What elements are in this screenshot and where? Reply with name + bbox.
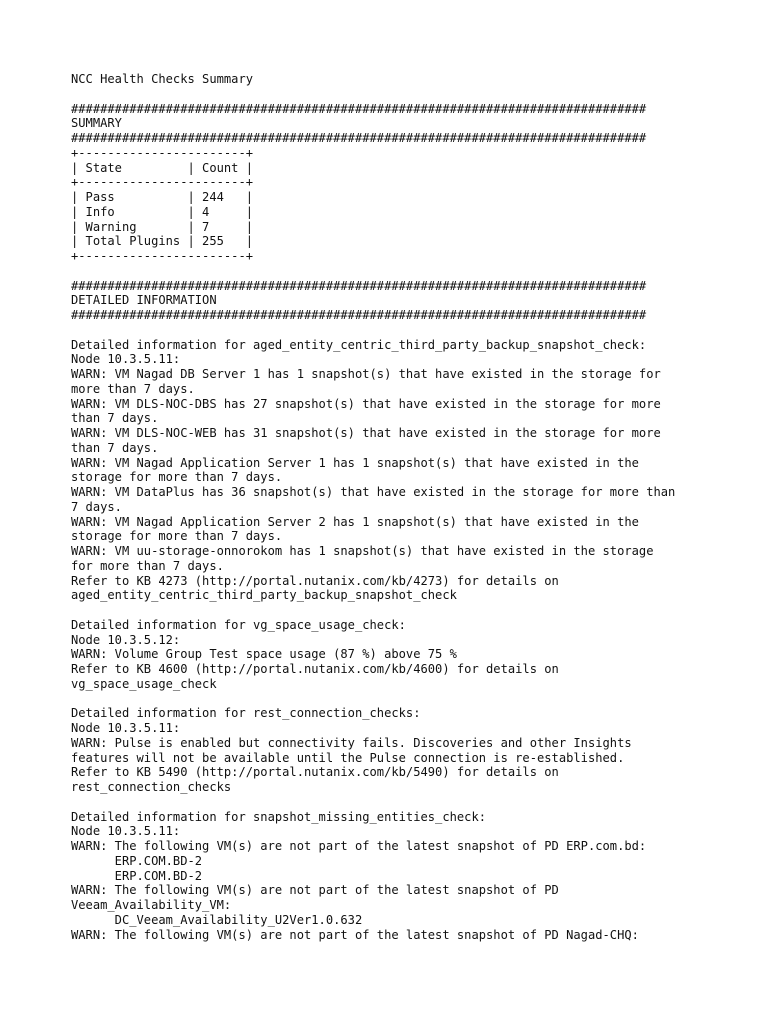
text-line: rest_connection_checks (71, 780, 232, 794)
text-line (71, 264, 761, 279)
text-line: Node 10.3.5.11: (71, 352, 181, 367)
text-line: features will not be available until the Pulse connection is re-established. (71, 750, 625, 765)
text-line: NCC Health Checks Summary (71, 72, 254, 86)
text-line: than 7 days. (71, 411, 159, 426)
text-line: WARN: VM DLS-NOC-DBS has 27 snapshot(s) that have existed in the storage for more (71, 396, 661, 411)
text-line: than 7 days. (71, 440, 159, 455)
text-line: ERP.COM.BD-2 (71, 868, 203, 883)
document-page (71, 72, 761, 942)
text-line: +-----------------------+ (71, 175, 254, 190)
text-line: WARN: Pulse is enabled but connectivity fails. Discoveries and other Insights (71, 735, 632, 750)
text-line: storage for more than 7 days. (71, 529, 283, 544)
text-line: ############################################################################### (71, 308, 647, 322)
text-line (71, 323, 761, 338)
text-line: DETAILED INFORMATION (71, 293, 217, 308)
text-line: | Total Plugins | 255 | (71, 234, 254, 249)
text-line: WARN: The following VM(s) are not part of the latest snapshot of PD Nagad-CHQ: (71, 927, 639, 942)
text-line: Refer to KB 4273 (http://portal.nutanix.com/kb/4273) for details on (71, 573, 559, 588)
text-line (71, 795, 761, 810)
text-line: Node 10.3.5.11: (71, 824, 181, 839)
text-line: SUMMARY (71, 116, 122, 131)
text-line (71, 603, 761, 618)
text-line: Veeam_Availability_VM: (71, 898, 232, 912)
text-line: vg_space_usage_check (71, 676, 217, 691)
text-line (71, 87, 761, 102)
text-line: Node 10.3.5.11: (71, 721, 181, 735)
text-line: WARN: VM DLS-NOC-WEB has 31 snapshot(s) that have existed in the storage for more (71, 426, 661, 440)
text-line: WARN: The following VM(s) are not part of the latest snapshot of PD (71, 883, 559, 898)
text-line: | Info | 4 | (71, 204, 254, 219)
text-line: WARN: VM Nagad Application Server 2 has 1 snapshot(s) that have existed in the (71, 514, 639, 529)
text-line: aged_entity_centric_third_party_backup_snapshot_check (71, 588, 457, 603)
text-line: Detailed information for vg_space_usage_check: (71, 617, 406, 632)
text-line: WARN: VM DataPlus has 36 snapshot(s) that have existed in the storage for more than (71, 485, 676, 499)
text-line: WARN: VM Nagad DB Server 1 has 1 snapshot(s) that have existed in the storage for (71, 367, 661, 381)
text-line: +-----------------------+ (71, 145, 254, 160)
text-line: ############################################################################### (71, 278, 647, 293)
text-line: DC_Veeam_Availability_U2Ver1.0.632 (71, 912, 363, 927)
text-line: storage for more than 7 days. (71, 470, 283, 485)
text-line: | State | Count | (71, 160, 254, 175)
text-line: Detailed information for rest_connection_checks: (71, 706, 421, 721)
text-line: | Pass | 244 | (71, 190, 254, 204)
text-line (71, 692, 761, 707)
text-line: WARN: The following VM(s) are not part of the latest snapshot of PD ERP.com.bd: (71, 839, 647, 853)
text-line: ############################################################################### (71, 101, 647, 116)
text-line: | Warning | 7 | (71, 219, 254, 234)
text-line: Detailed information for aged_entity_centric_third_party_backup_snapshot_check: (71, 337, 647, 352)
text-line: ERP.COM.BD-2 (71, 853, 203, 868)
text-line: WARN: Volume Group Test space usage (87 %) above 75 % (71, 647, 457, 662)
text-line: ############################################################################### (71, 131, 647, 145)
text-line: Detailed information for snapshot_missing_entities_check: (71, 809, 487, 824)
text-line: 7 days. (71, 499, 122, 514)
text-line: Node 10.3.5.12: (71, 632, 181, 647)
text-line: Refer to KB 4600 (http://portal.nutanix.com/kb/4600) for details on (71, 662, 559, 676)
text-line: for more than 7 days. (71, 558, 224, 573)
text-line: WARN: VM Nagad Application Server 1 has 1 snapshot(s) that have existed in the (71, 455, 639, 470)
text-line: WARN: VM uu-storage-onnorokom has 1 snapshot(s) that have existed in the storage (71, 544, 654, 558)
text-line: Refer to KB 5490 (http://portal.nutanix.com/kb/5490) for details on (71, 765, 559, 780)
text-line: +-----------------------+ (71, 249, 254, 263)
text-line: more than 7 days. (71, 381, 195, 396)
